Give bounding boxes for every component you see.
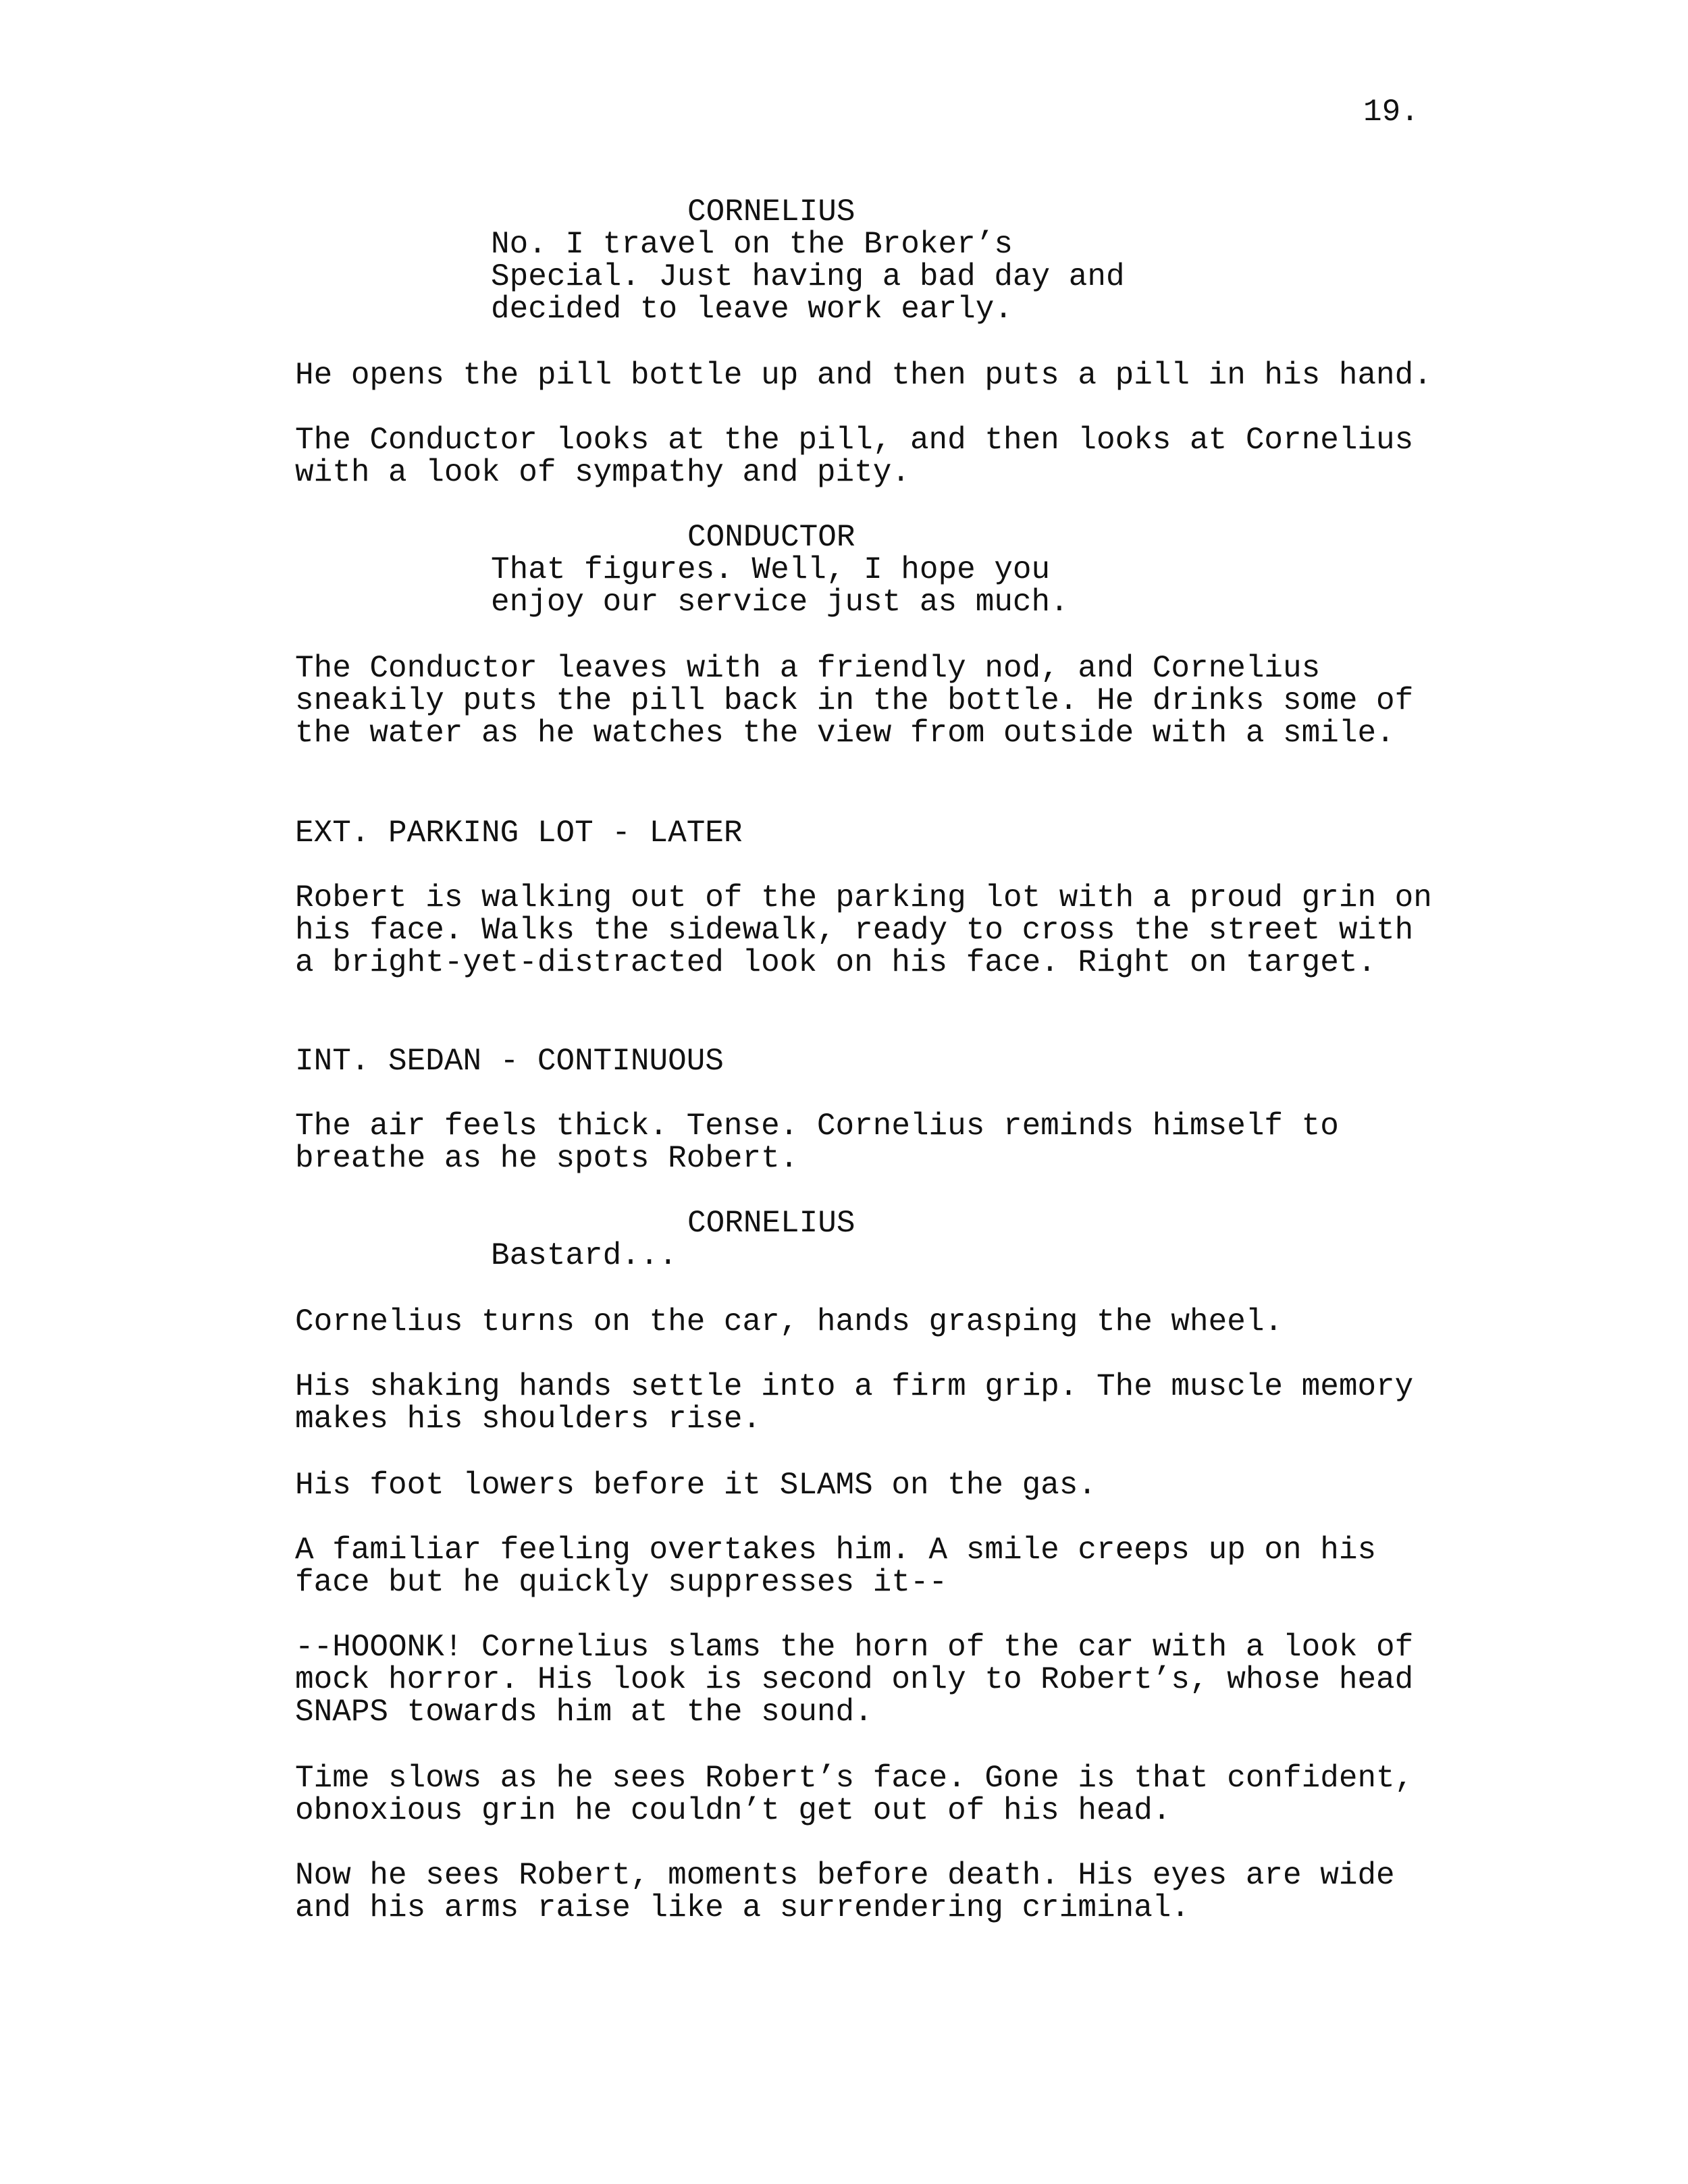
scene-heading: EXT. PARKING LOT - LATER <box>295 816 743 851</box>
action-line: Robert is walking out of the parking lot with a proud grin on <box>295 880 1432 915</box>
action-line: his face. Walks the sidewalk, ready to cross the street with <box>295 913 1414 948</box>
action-line: Now he sees Robert, moments before death. His eyes are wide <box>295 1858 1395 1893</box>
action-line: obnoxious grin he couldn’t get out of his head. <box>295 1793 1171 1828</box>
action-line: with a look of sympathy and pity. <box>295 455 910 490</box>
action-line: breathe as he spots Robert. <box>295 1141 799 1176</box>
action-line: A familiar feeling overtakes him. A smile creeps up on his <box>295 1533 1377 1568</box>
dialogue-line: Bastard... <box>491 1238 678 1273</box>
character-name: CONDUCTOR <box>687 520 855 555</box>
page-number: 19. <box>1363 95 1419 130</box>
dialogue-line: That figures. Well, I hope you <box>491 552 1051 587</box>
action-line: and his arms raise like a surrendering criminal. <box>295 1890 1190 1925</box>
action-line: SNAPS towards him at the sound. <box>295 1695 873 1730</box>
action-line: the water as he watches the view from outside with a smile. <box>295 716 1395 751</box>
scene-heading: INT. SEDAN - CONTINUOUS <box>295 1044 724 1079</box>
dialogue-line: No. I travel on the Broker’s <box>491 227 1013 262</box>
action-line: face but he quickly suppresses it-- <box>295 1565 948 1600</box>
action-line: makes his shoulders rise. <box>295 1402 762 1437</box>
action-line: The Conductor looks at the pill, and then looks at Cornelius <box>295 423 1414 458</box>
action-line: The air feels thick. Tense. Cornelius reminds himself to <box>295 1109 1339 1144</box>
action-line: sneakily puts the pill back in the bottle. He drinks some of <box>295 683 1414 718</box>
action-line: The Conductor leaves with a friendly nod, and Cornelius <box>295 651 1321 686</box>
action-line: a bright-yet-distracted look on his face. Right on target. <box>295 945 1377 980</box>
character-name: CORNELIUS <box>687 1206 855 1241</box>
action-line: --HOOONK! Cornelius slams the horn of the car with a look of <box>295 1630 1414 1665</box>
character-name: CORNELIUS <box>687 194 855 230</box>
action-line: mock horror. His look is second only to Robert’s, whose head <box>295 1662 1414 1697</box>
action-line: His foot lowers before it SLAMS on the gas. <box>295 1468 1097 1503</box>
action-line: He opens the pill bottle up and then puts a pill in his hand. <box>295 358 1432 393</box>
action-line: His shaking hands settle into a firm grip. The muscle memory <box>295 1369 1414 1404</box>
action-line: Time slows as he sees Robert’s face. Gone is that confident, <box>295 1761 1414 1796</box>
dialogue-line: Special. Just having a bad day and <box>491 259 1125 294</box>
dialogue-line: enjoy our service just as much. <box>491 585 1069 620</box>
dialogue-line: decided to leave work early. <box>491 292 1013 327</box>
action-line: Cornelius turns on the car, hands grasping the wheel. <box>295 1304 1284 1339</box>
